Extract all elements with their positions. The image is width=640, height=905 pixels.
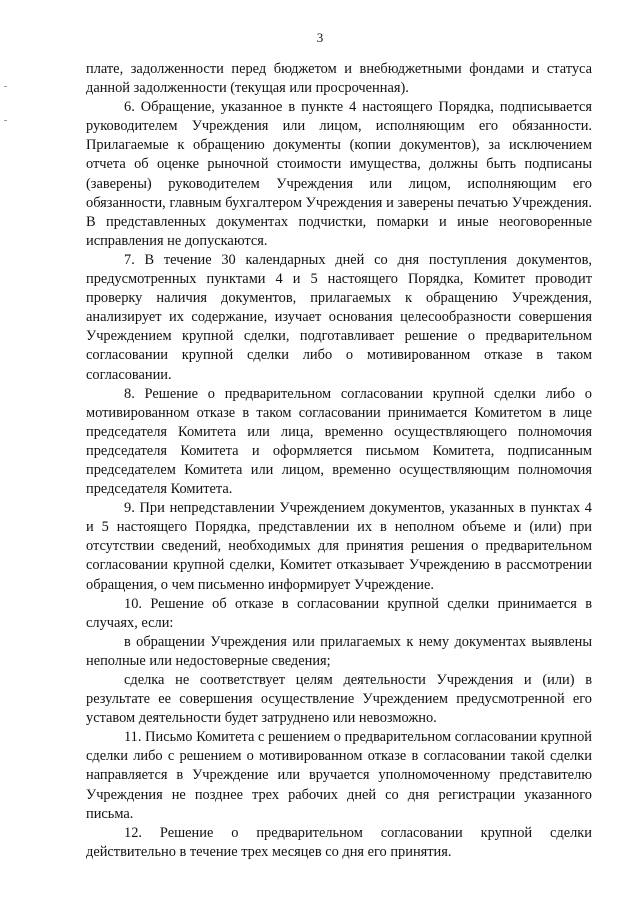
paragraph-12: 12. Решение о предварительном согласовании крупной сделки действительно в течение трех месяцев со дня его принятия. (86, 824, 592, 860)
paragraph-10-item-1: в обращении Учреждения или прилагаемых к нему документах выявлены неполные или недостоверные сведения; (86, 633, 592, 669)
paragraph-7: 7. В течение 30 календарных дней со дня поступления документов, предусмотренных пунктами 4 и 5 настоящего Порядка, Комитет проводит проверку наличия документов, прилагаемых к обращению Учреждения, анализирует их содержание, изучает основания целесообразности совершения Учреждением крупной сделки, подготавливает решение о предварительном согласовании крупной сделки либо о мотивированном отказе в таком согласовании. (86, 251, 592, 383)
paragraph-9: 9. При непредставлении Учреждением документов, указанных в пунктах 4 и 5 настоящего Порядка, представлении их в неполном объеме и (или) при отсутствии сведений, необходимых для принятия решения о предварительном согласовании крупной сделки, Комитет отказывает Учреждению в рассмотрении обращения, о чем письменно информирует Учреждение. (86, 500, 592, 593)
paragraph-8: 8. Решение о предварительном согласовании крупной сделки либо о мотивированном отказе в таком согласовании принимается Комитетом в лице председателя Комитета или лица, временно осуществляющего полномочия председателя Комитета и оформляется письмом Комитета, подписанным председателем Комитета или лицом, временно осуществляющим полномочия председателя Комитета. (86, 385, 592, 498)
scan-artifact (4, 86, 7, 87)
paragraph-continuation: плате, задолженности перед бюджетом и внебюджетными фондами и статуса данной задолженности (текущая или просроченная). (86, 61, 592, 97)
page-number: 3 (316, 30, 324, 45)
paragraph-6: 6. Обращение, указанное в пункте 4 настоящего Порядка, подписывается руководителем Учреждения или лицом, исполняющим его обязанности. Прилагаемые к обращению документы (копии документов), за исключением отчета об оценке рыночной стоимости имущества, должны быть подписаны (заверены) руководителем Учреждения или лицом, исполняющим его обязанности, главным бухгалтером Учреждения и заверены печатью Учреждения. В представленных документах подчистки, помарки и иные неоговоренные исправления не допускаются. (86, 99, 592, 249)
document-body (86, 60, 592, 862)
paragraph-10-item-2: сделка не соответствует целям деятельности Учреждения и (или) в результате ее совершения осуществление Учреждением предусмотренной его уставом деятельности будет затруднено или невозможно. (86, 672, 592, 727)
paragraph-11: 11. Письмо Комитета с решением о предварительном согласовании крупной сделки либо с решением о мотивированном отказе в согласовании такой сделки направляется в Учреждение или вручается уполномоченному представителю Учреждения не позднее трех рабочих дней со дня регистрации указанного письма. (86, 729, 592, 822)
paragraph-10: 10. Решение об отказе в согласовании крупной сделки принимается в случаях, если: (86, 595, 592, 631)
scan-artifact (4, 120, 7, 121)
